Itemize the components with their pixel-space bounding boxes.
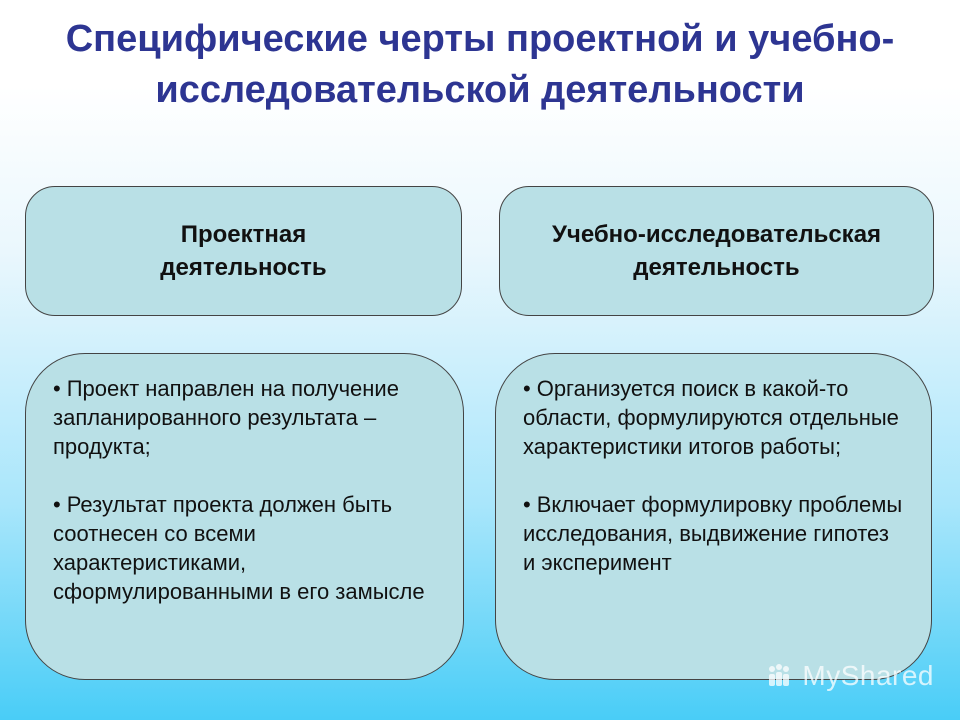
watermark	[764, 660, 934, 692]
list-item	[523, 374, 907, 461]
bullet-text: Результат проекта должен быть соотнесен со всеми характеристиками, сформулированными в его замысле	[53, 492, 425, 604]
research-activity-header	[499, 186, 934, 316]
project-activity-features	[25, 353, 464, 680]
list-item	[53, 490, 439, 606]
research-activity-heading: Учебно-исследовательская деятельность	[551, 221, 882, 281]
watermark-text: MyShared	[802, 660, 934, 691]
bullet-icon: •	[523, 492, 531, 517]
slide-title: Специфические черты проектной и учебно-исследовательской деятельности	[65, 18, 895, 111]
project-activity-header	[25, 186, 462, 316]
project-activity-heading: Проектная деятельность	[160, 221, 327, 281]
list-item	[523, 490, 907, 577]
bullet-text: Включает формулировку проблемы исследования, выдвижение гипотез и эксперимент	[523, 492, 903, 575]
research-activity-features	[495, 353, 932, 680]
bullet-icon: •	[53, 376, 61, 401]
list-item	[53, 374, 439, 461]
bullet-text: Проект направлен на получение запланированного результата – продукта;	[53, 376, 399, 459]
bullet-text: Организуется поиск в какой-то области, формулируются отдельные характеристики итогов работы;	[523, 376, 899, 459]
people-logo-icon	[764, 661, 794, 691]
bullet-icon: •	[523, 376, 531, 401]
bullet-icon: •	[53, 492, 61, 517]
